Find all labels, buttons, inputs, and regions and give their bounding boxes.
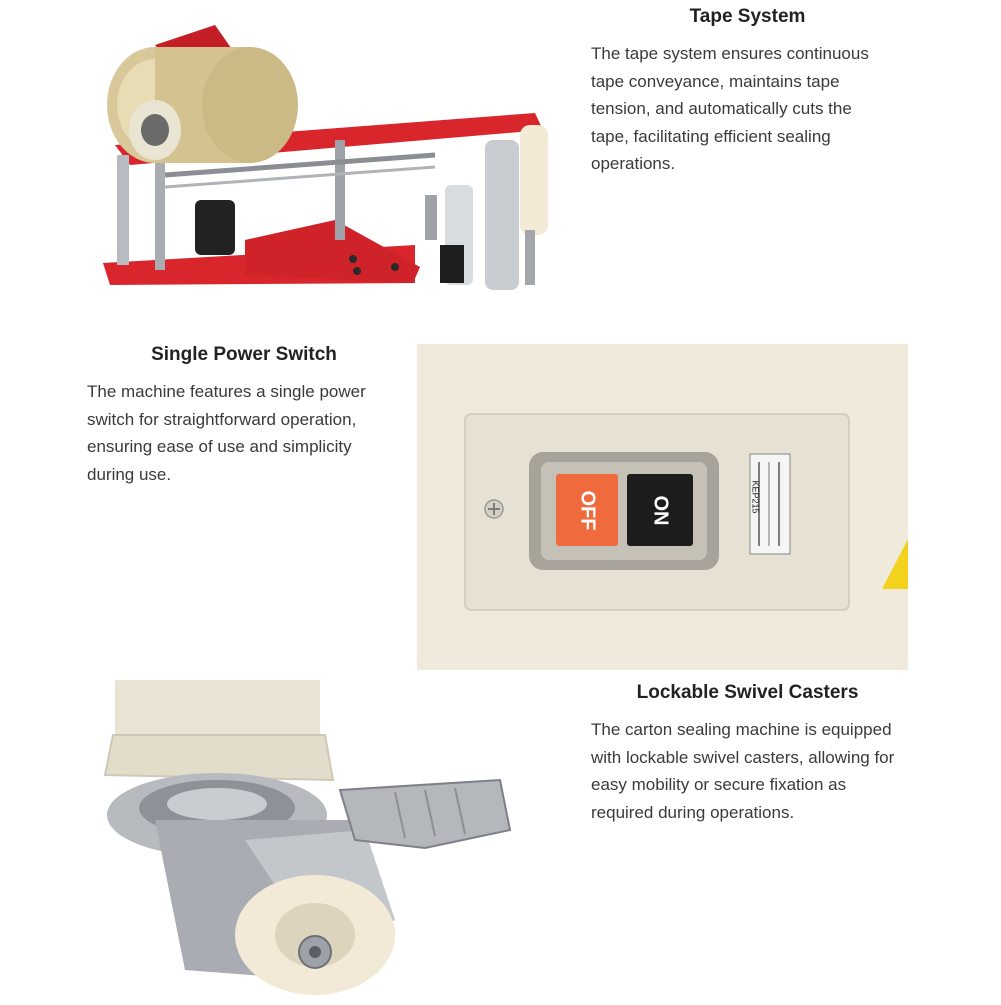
on-label: ON [649,495,672,525]
tape-system-title: Tape System [689,6,806,27]
off-button[interactable] [556,474,618,546]
switch-model-label: KEP215 [750,480,761,514]
off-label: OFF [576,490,599,530]
power-switch-title: Single Power Switch [151,344,337,365]
tape-system-description: The tape system ensures continuous tape conveyance, maintains tape tension, and automatically cuts the tape, facilitating efficient sealing operations. [591,44,869,173]
power-switch-description: The machine features a single power switch for straightforward operation, ensuring ease of use and simplicity during use. [87,382,366,484]
on-button[interactable] [627,474,693,546]
casters-description: The carton sealing machine is equipped with lockable swivel casters, allowing for easy mobility or secure fixation as required during operations. [591,720,895,822]
tape-system-photo [95,5,555,305]
power-switch-photo [417,344,908,670]
casters-title: Lockable Swivel Casters [636,682,859,703]
caster-photo [95,680,520,1000]
